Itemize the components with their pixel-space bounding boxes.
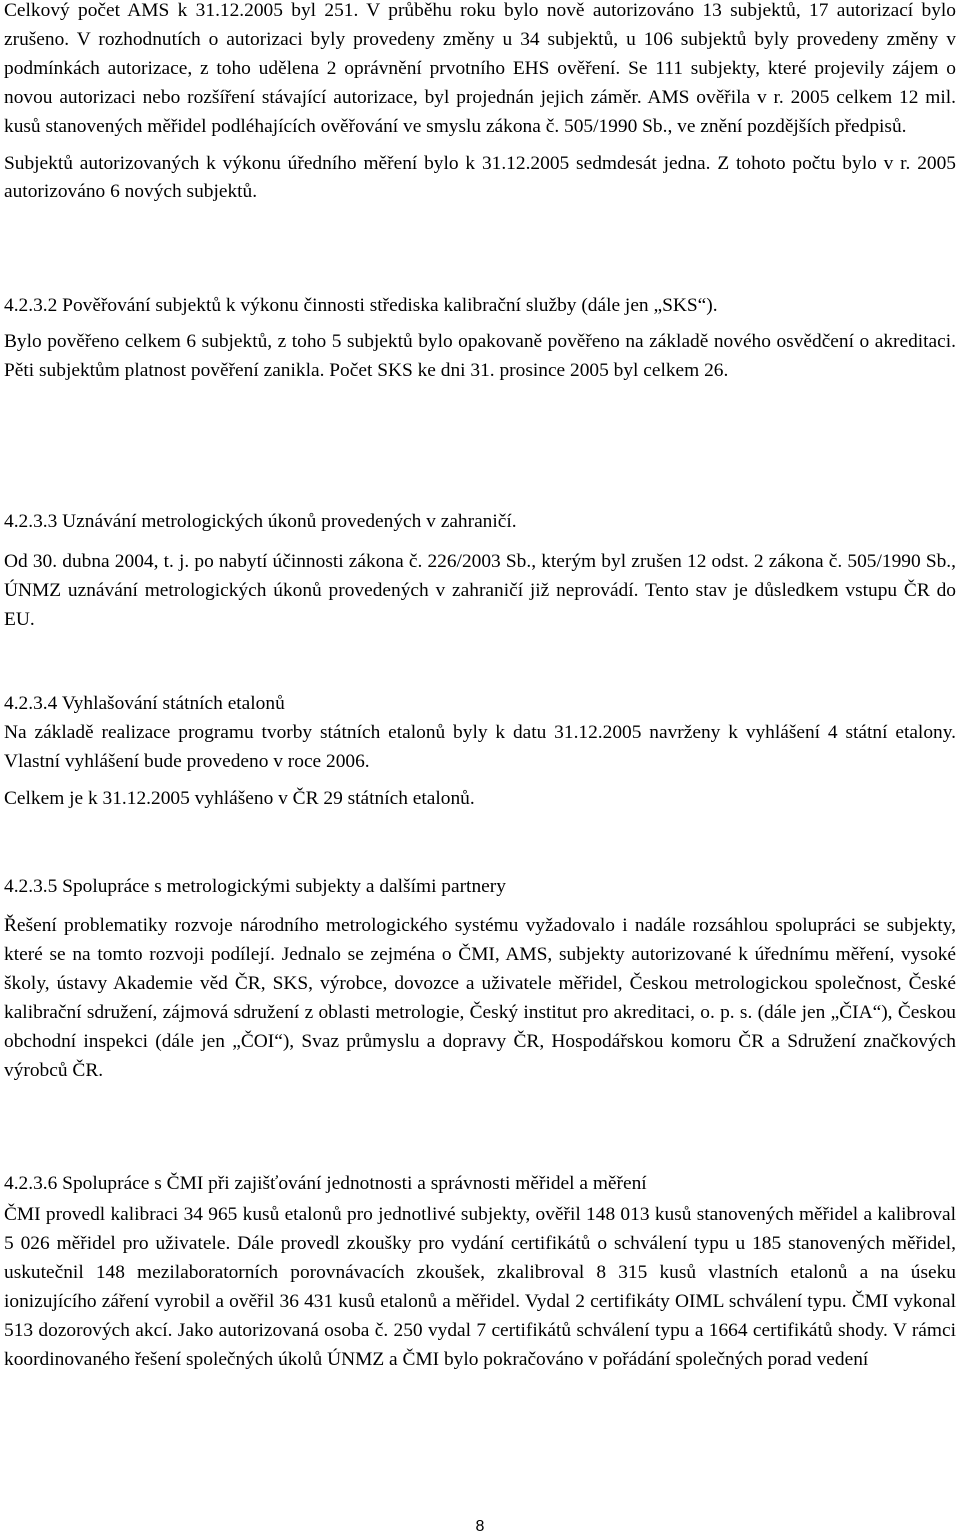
heading-4-2-3-3: 4.2.3.3 Uznávání metrologických úkonů provedených v zahraničí. [4, 511, 517, 532]
heading-4-2-3-5: 4.2.3.5 Spolupráce s metrologickými subjekty a dalšími partnery [4, 876, 506, 897]
paragraph-authorized-subjects: Subjektů autorizovaných k výkonu úředního měření bylo k 31.12.2005 sedmdesát jedna. Z tohoto počtu bylo v r. 2005 autorizováno 6 nových subjektů. [4, 152, 956, 203]
paragraph-cmi-cooperation: ČMI provedl kalibraci 34 965 kusů etalonů pro jednotlivé subjekty, ověřil 148 013 kusů stanovených měřidel a kalibroval 5 026 měřidel pro uživatele. Dále provedl zkoušky pro vydání certifikátů o schválení typu u 185 stanovených měřidel, uskutečnil 148 mezilaboratorních porovnávacích zkoušek, zkalibroval 8 315 kusů vlastních etalonů a na úseku ionizujícího záření vyrobil a ověřil 36 431 kusů etalonů a měřidel. Vydal 2 certifikáty OIML schválení typu. ČMI vykonal 513 dozorových akcí. Jako autorizovaná osoba č. 250 vydal 7 certifikátů schválení typu a 1664 certifikátů shody. V rámci koordinovaného řešení společných úkolů ÚNMZ a ČMI bylo pokračováno v pořádání společných porad vedení [4, 1204, 956, 1370]
paragraph-ams-statistics: Celkový počet AMS k 31.12.2005 byl 251. V průběhu roku bylo nově autorizováno 13 subjektů, 17 autorizací bylo zrušeno. V rozhodnutích o autorizaci byly provedeny změny u 34 subjektů, u 106 subjektů byly provedeny změny v podmínkách autorizace, z toho udělena 2 oprávnění prvotního EHS ověření. Se 111 subjekty, které projevily zájem o novou autorizaci nebo rozšíření stávající autorizace, byl projednán jejich záměr. AMS ověřila v r. 2005 celkem 12 mil. kusů stanovených měřidel podléhajících ověřování ve smyslu zákona č. 505/1990 Sb., ve znění pozdějších předpisů. [4, 0, 956, 137]
paragraph-state-standards-proposal: Na základě realizace programu tvorby státních etalonů byly k datu 31.12.2005 navrženy k vyhlášení 4 státní etalony. Vlastní vyhlášení bude provedeno v roce 2006. [4, 722, 956, 772]
heading-4-2-3-4: 4.2.3.4 Vyhlašování státních etalonů [4, 693, 285, 714]
section-4-2-3-5 [4, 912, 956, 1085]
page-number: 8 [475, 1518, 485, 1535]
paragraph-state-standards-total: Celkem je k 31.12.2005 vyhlášeno v ČR 29 státních etalonů. [4, 787, 475, 809]
section-4-2-3-4 [4, 719, 956, 814]
paragraph-sks-authorization: Bylo pověřeno celkem 6 subjektů, z toho 5 subjektů bylo opakovaně pověřeno na základě nového osvědčení o akreditaci. Pěti subjektům platnost pověření zanikla. Počet SKS ke dni 31. prosince 2005 byl celkem 26. [4, 331, 956, 381]
paragraph-cooperation-partners: Řešení problematiky rozvoje národního metrologického systému vyžadovalo i nadále rozsáhlou spolupráci se subjekty, které se na tomto rozvoji podílejí. Jednalo se zejména o ČMI, AMS, subjekty autorizované k úřednímu měření, vysoké školy, ústavy Akademie věd ČR, SKS, výrobce, dovozce a uživatele měřidel, Českou metrologickou společnost, České kalibrační sdružení, zájmová sdružení z oblasti metrologie, Český institut pro akreditaci, o. p. s. (dále jen „ČIA“), Českou obchodní inspekci (dále jen „ČOI“), Svaz průmyslu a dopravy ČR, Hospodářskou komoru ČR a Sdružení značkových výrobců ČR. [4, 915, 956, 1081]
section-4-2-3-2 [4, 328, 956, 386]
heading-4-2-3-2: 4.2.3.2 Pověřování subjektů k výkonu činnosti střediska kalibrační služby (dále jen „SKS“). [4, 295, 718, 316]
section-4-2-3-6 [4, 1201, 956, 1374]
section-4-2-3-3 [4, 548, 956, 635]
paragraph-foreign-recognition: Od 30. dubna 2004, t. j. po nabytí účinnosti zákona č. 226/2003 Sb., kterým byl zrušen 12 odst. 2 zákona č. 505/1990 Sb., ÚNMZ uznávání metrologických úkonů provedených v zahraničí již neprovádí. Tento stav je důsledkem vstupu ČR do EU. [4, 551, 956, 630]
intro-section [4, 0, 956, 207]
heading-4-2-3-6: 4.2.3.6 Spolupráce s ČMI při zajišťování jednotnosti a správnosti měřidel a měření [4, 1173, 647, 1194]
